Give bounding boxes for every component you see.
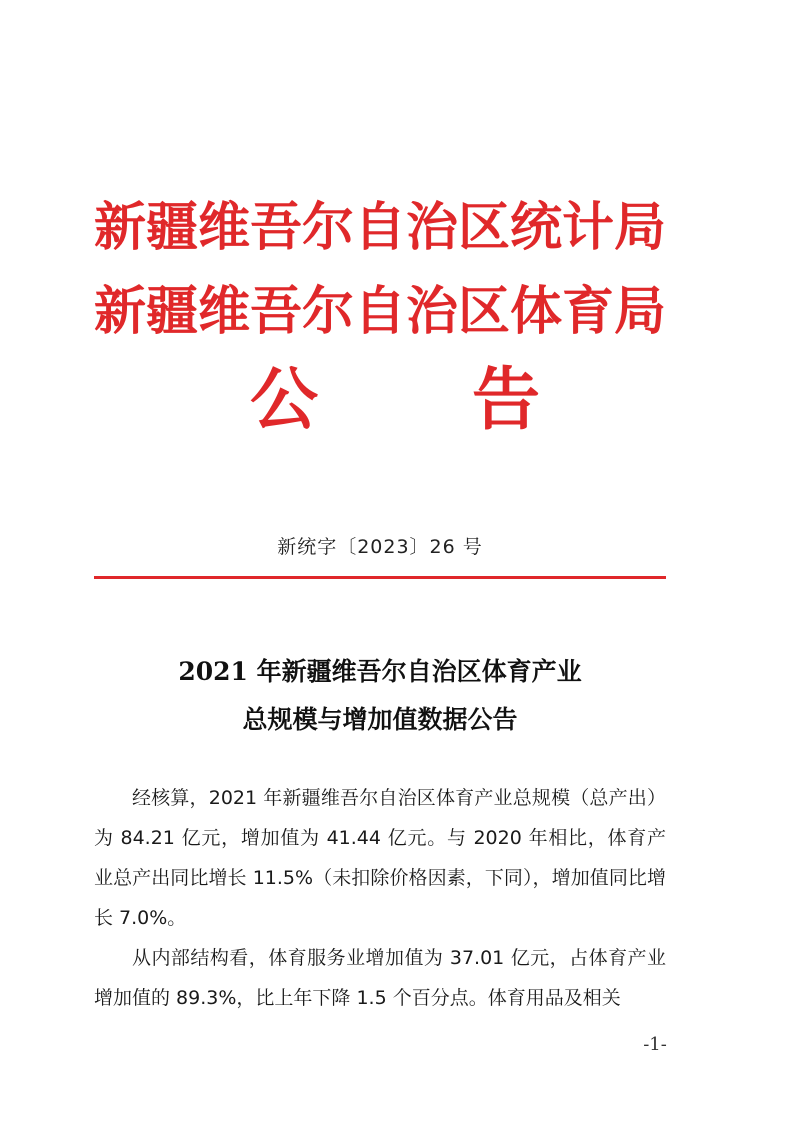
issuer-sports-bureau: 新疆维吾尔自治区体育局 xyxy=(93,281,666,342)
document-title-line-2: 总规模与增加值数据公告 xyxy=(242,705,518,734)
body-paragraph-1: 经核算，2021 年新疆维吾尔自治区体育产业总规模（总产出）为 84.21 亿元，增加值为 41.44 亿元。与 2020 年相比，体育产业总产出同比增长 11.5%（未扣除价格因素，下同），增加值同比增长 7.0%。 xyxy=(94,787,666,929)
page-number: -1- xyxy=(643,1034,667,1055)
document-number: 新统字〔2023〕26 号 xyxy=(277,536,483,558)
body-paragraph-2: 从内部结构看，体育服务业增加值为 37.01 亿元，占体育产业增加值的 89.3%，比上年下降 1.5 个百分点。体育用品及相关 xyxy=(94,947,666,1009)
notice-char-gao: 告 xyxy=(471,360,540,440)
notice-heading xyxy=(250,360,540,440)
notice-char-gong: 公 xyxy=(250,360,319,440)
document-title-line-1: 2021 年新疆维吾尔自治区体育产业 xyxy=(178,657,582,686)
issuer-statistics-bureau: 新疆维吾尔自治区统计局 xyxy=(93,197,666,258)
red-divider-line xyxy=(94,576,666,579)
